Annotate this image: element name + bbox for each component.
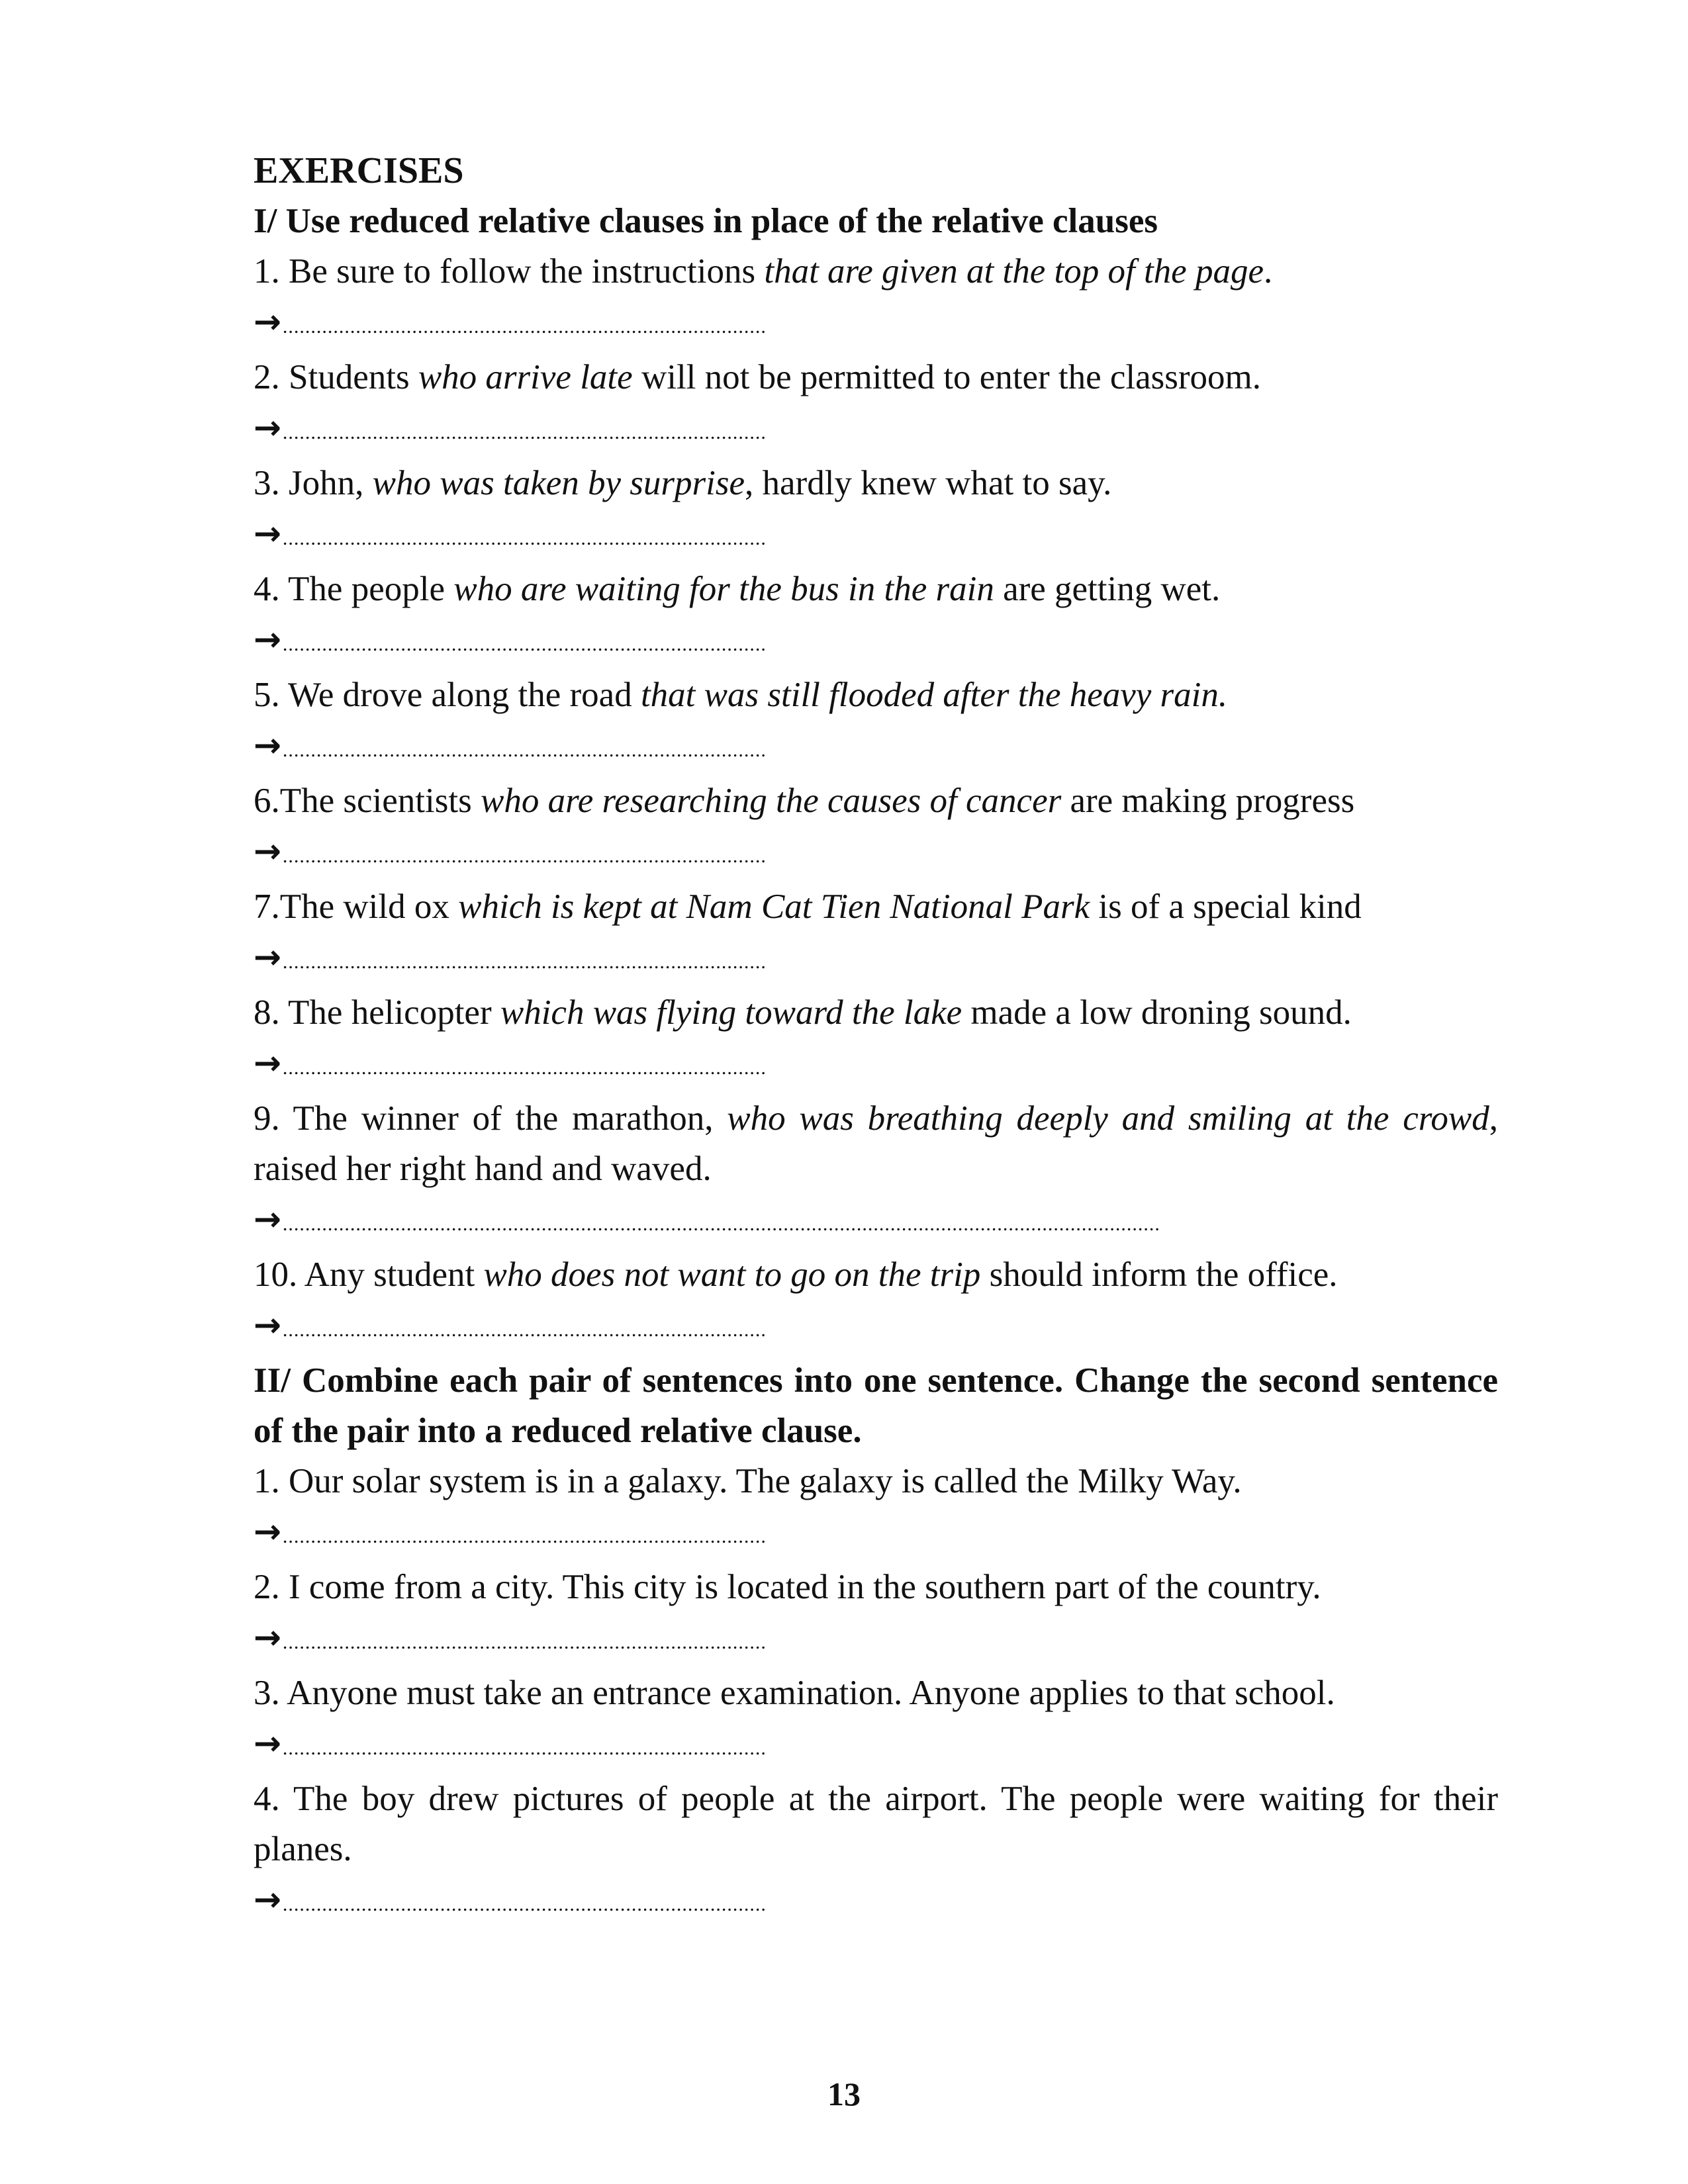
- s2-item-2: 2. I come from a city. This city is located in the southern part of the country.: [254, 1568, 1321, 1606]
- s1-item-9-text: 9. The winner of the marathon,: [254, 1099, 727, 1138]
- s1-item-5: [254, 670, 1498, 720]
- arrow-icon: →: [254, 1724, 281, 1762]
- s1-item-2-clause: who arrive late: [418, 358, 633, 396]
- s1-item-2-end: will not be permitted to enter the classroom.: [632, 358, 1262, 396]
- arrow-icon: →: [254, 1880, 281, 1919]
- section-1-title: I/ Use reduced relative clauses in place of the relative clauses: [254, 202, 1158, 240]
- arrow-icon: →: [254, 302, 281, 341]
- exercises-heading: EXERCISES: [254, 150, 464, 191]
- arrow-icon: →: [254, 620, 281, 659]
- answer-dots: ......................................................................................: [282, 1631, 767, 1653]
- arrow-icon: →: [254, 832, 281, 870]
- answer-dots: ......................................................................................: [282, 422, 767, 443]
- s2-item-3: 3. Anyone must take an entrance examination. Anyone applies to that school.: [254, 1674, 1335, 1712]
- s1-item-4: [254, 564, 1498, 614]
- s1-item-7-clause: which is kept at Nam Cat Tien National Park: [458, 887, 1090, 926]
- s2-item-4: 4. The boy drew pictures of people at the airport. The people were waiting for their planes.: [254, 1780, 1498, 1868]
- s1-item-8-end: made a low droning sound.: [962, 993, 1352, 1032]
- arrow-icon: →: [254, 1618, 281, 1657]
- s1-answer-line-10[interactable]: [254, 1300, 1498, 1355]
- s1-item-3-clause: who was taken by surprise: [372, 464, 745, 502]
- s1-item-5-clause: that was still flooded after the heavy rain.: [640, 676, 1228, 714]
- answer-dots: ......................................................................................: [282, 316, 767, 338]
- s1-item-10-end: should inform the office.: [980, 1255, 1338, 1294]
- s1-item-1: [254, 246, 1498, 296]
- s2-answer-line-1[interactable]: [254, 1506, 1498, 1562]
- s2-item-1: 1. Our solar system is in a galaxy. The galaxy is called the Milky Way.: [254, 1462, 1242, 1500]
- answer-dots: ......................................................................................: [282, 527, 767, 549]
- s1-answer-line-4[interactable]: [254, 614, 1498, 670]
- s1-item-7-end: is of a special kind: [1090, 887, 1362, 926]
- s1-item-8: [254, 987, 1498, 1038]
- s1-item-4-end: are getting wet.: [994, 570, 1221, 608]
- s1-answer-line-5[interactable]: [254, 720, 1498, 776]
- s1-item-5-text: 5. We drove along the road: [254, 676, 641, 714]
- s1-item-6-text: 6.The scientists: [254, 782, 481, 820]
- s1-item-9-clause: who was breathing deeply and smiling at the crowd: [727, 1099, 1489, 1138]
- s1-item-2-text: 2. Students: [254, 358, 418, 396]
- arrow-icon: →: [254, 1306, 281, 1344]
- answer-dots: ......................................................................................: [282, 1525, 767, 1547]
- s1-item-3-end: , hardly knew what to say.: [745, 464, 1112, 502]
- s1-item-1-end: .: [1263, 252, 1273, 291]
- arrow-icon: →: [254, 1044, 281, 1082]
- s2-answer-line-2[interactable]: [254, 1612, 1498, 1668]
- s1-item-9-end: , raised her right hand and waved.: [254, 1099, 1498, 1188]
- s1-answer-line-6[interactable]: [254, 826, 1498, 882]
- answer-dots: ......................................................................................: [282, 1319, 767, 1341]
- answer-dots: ......................................................................................: [282, 1057, 767, 1079]
- answer-dots-long: ............................................................................................................................................................: [282, 1213, 1160, 1235]
- s1-item-4-clause: who are waiting for the bus in the rain: [453, 570, 994, 608]
- s1-item-6: [254, 776, 1498, 826]
- answer-dots: ......................................................................................: [282, 633, 767, 655]
- s1-answer-line-7[interactable]: [254, 932, 1498, 987]
- answer-dots: ......................................................................................: [282, 739, 767, 761]
- s1-item-3: [254, 458, 1498, 508]
- s1-item-3-text: 3. John,: [254, 464, 373, 502]
- arrow-icon: →: [254, 1200, 281, 1238]
- arrow-icon: →: [254, 408, 281, 447]
- arrow-icon: →: [254, 726, 281, 764]
- s1-item-4-text: 4. The people: [254, 570, 454, 608]
- worksheet-page: [254, 146, 1498, 1930]
- s1-item-8-clause: which was flying toward the lake: [500, 993, 962, 1032]
- answer-dots: ......................................................................................: [282, 951, 767, 973]
- arrow-icon: →: [254, 938, 281, 976]
- s1-answer-line-9[interactable]: [254, 1194, 1498, 1250]
- s2-answer-line-4[interactable]: [254, 1874, 1498, 1930]
- answer-dots: ......................................................................................: [282, 1893, 767, 1915]
- s1-item-2: [254, 352, 1498, 402]
- s1-item-8-text: 8. The helicopter: [254, 993, 500, 1032]
- arrow-icon: →: [254, 514, 281, 553]
- s1-item-7-text: 7.The wild ox: [254, 887, 459, 926]
- s1-item-10-clause: who does not want to go on the trip: [483, 1255, 981, 1294]
- s1-answer-line-3[interactable]: [254, 508, 1498, 564]
- s1-answer-line-8[interactable]: [254, 1038, 1498, 1093]
- s1-item-10-text: 10. Any student: [254, 1255, 484, 1294]
- s2-answer-line-3[interactable]: [254, 1718, 1498, 1774]
- s1-item-1-clause: that are given at the top of the page: [764, 252, 1264, 291]
- arrow-icon: →: [254, 1512, 281, 1551]
- s1-item-7: [254, 882, 1498, 932]
- s1-item-6-end: are making progress: [1061, 782, 1355, 820]
- s1-answer-line-2[interactable]: [254, 402, 1498, 458]
- s1-item-9: [254, 1093, 1498, 1194]
- s1-item-10: [254, 1250, 1498, 1300]
- s1-answer-line-1[interactable]: [254, 296, 1498, 352]
- page-number: 13: [827, 2075, 861, 2113]
- answer-dots: ......................................................................................: [282, 1737, 767, 1759]
- answer-dots: ......................................................................................: [282, 845, 767, 867]
- s1-item-1-text: 1. Be sure to follow the instructions: [254, 252, 765, 291]
- s1-item-6-clause: who are researching the causes of cancer: [480, 782, 1062, 820]
- section-2-title: II/ Combine each pair of sentences into one sentence. Change the second sentence of the pair into a reduced relative clause.: [254, 1361, 1498, 1450]
